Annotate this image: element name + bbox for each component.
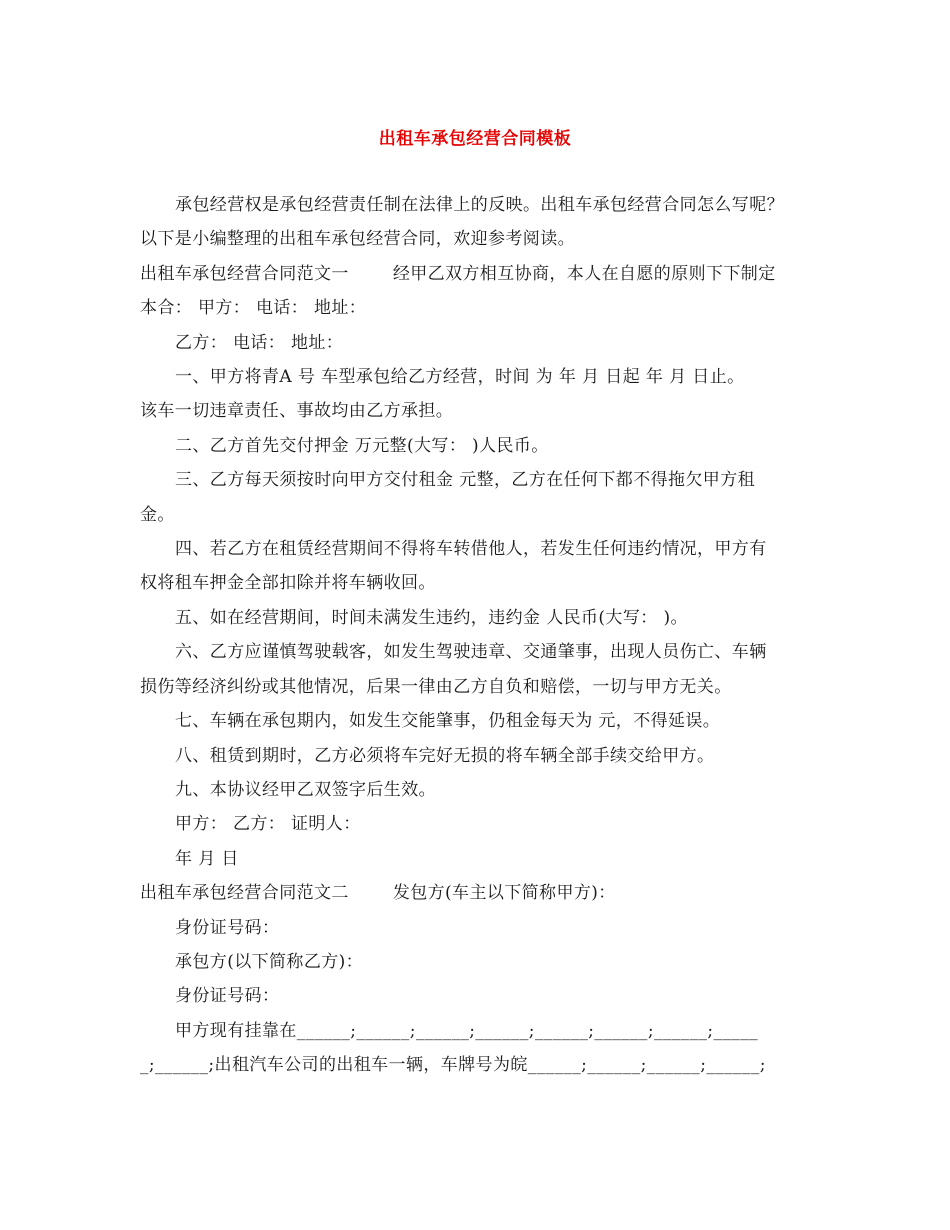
sample-one-preamble: 经甲乙双方相互协商，本人在自愿的原则下下制定 — [392, 263, 776, 284]
id-number-a: 身份证号码： — [175, 917, 280, 938]
clause-4-line-2: 权将租车押金全部扣除并将车辆收回。 — [140, 573, 436, 594]
clause-9: 九、本协议经甲乙双签字后生效。 — [175, 779, 436, 800]
document-title: 出租车承包经营合同模板 — [378, 129, 572, 149]
signature-line: 甲方： 乙方： 证明人： — [175, 814, 361, 835]
vehicle-line-1: 甲方现有挂靠在______;______;______;______;______;______;______;_____ — [175, 1020, 758, 1041]
sample-two-heading-line — [140, 876, 830, 910]
clause-8: 八、租赁到期时，乙方必须将车完好无损的将车辆全部手续交给甲方。 — [175, 745, 715, 766]
clause-6-line-2: 损伤等经济纠纷或其他情况，后果一律由乙方自负和赔偿，一切与甲方无关。 — [140, 676, 732, 697]
clause-2: 二、乙方首先交付押金 万元整(大写： )人民币。 — [175, 435, 549, 456]
sample-one-heading-line — [140, 257, 830, 291]
contractee-label: 承包方(以下简称乙方)： — [175, 951, 364, 972]
sample-two-heading: 出租车承包经营合同范文二 — [140, 883, 349, 904]
clause-4-line-1: 四、若乙方在租赁经营期间不得将车转借他人，若发生任何违约情况，甲方有 — [175, 539, 767, 560]
intro-line-2: 以下是小编整理的出租车承包经营合同，欢迎参考阅读。 — [140, 229, 575, 250]
contractor-label: 发包方(车主以下简称甲方)： — [392, 883, 616, 904]
clause-3-line-1: 三、乙方每天须按时向甲方交付租金 元整，乙方在任何下都不得拖欠甲方租 — [175, 470, 756, 491]
document-body — [140, 188, 830, 1083]
party-b-line: 乙方： 电话： 地址： — [175, 332, 344, 353]
clause-6-line-1: 六、乙方应谨慎驾驶载客，如发生驾驶违章、交通肇事，出现人员伤亡、车辆 — [175, 642, 767, 663]
vehicle-line-2: _;______;出租汽车公司的出租车一辆，车牌号为皖______;______;______;______; — [140, 1055, 766, 1076]
clause-7: 七、车辆在承包期内，如发生交能肇事，仍租金每天为 元，不得延误。 — [175, 711, 721, 732]
clause-5: 五、如在经营期间，时间未满发生违约，违约金 人民币(大写： )。 — [175, 607, 688, 628]
intro-line-1: 承包经营权是承包经营责任制在法律上的反映。出租车承包经营合同怎么写呢？ — [175, 195, 784, 215]
clause-1-line-2: 该车一切违章责任、事故均由乙方承担。 — [140, 401, 454, 422]
clause-1-line-1: 一、甲方将青A 号 车型承包给乙方经营，时间 为 年 月 日起 年 月 日止。 — [175, 367, 745, 388]
date-line: 年 月 日 — [175, 848, 239, 869]
sample-one-heading: 出租车承包经营合同范文一 — [140, 263, 349, 284]
clause-3-line-2: 金。 — [140, 504, 175, 525]
party-a-line: 本合： 甲方： 电话： 地址： — [140, 298, 367, 319]
id-number-b: 身份证号码： — [175, 986, 280, 1007]
